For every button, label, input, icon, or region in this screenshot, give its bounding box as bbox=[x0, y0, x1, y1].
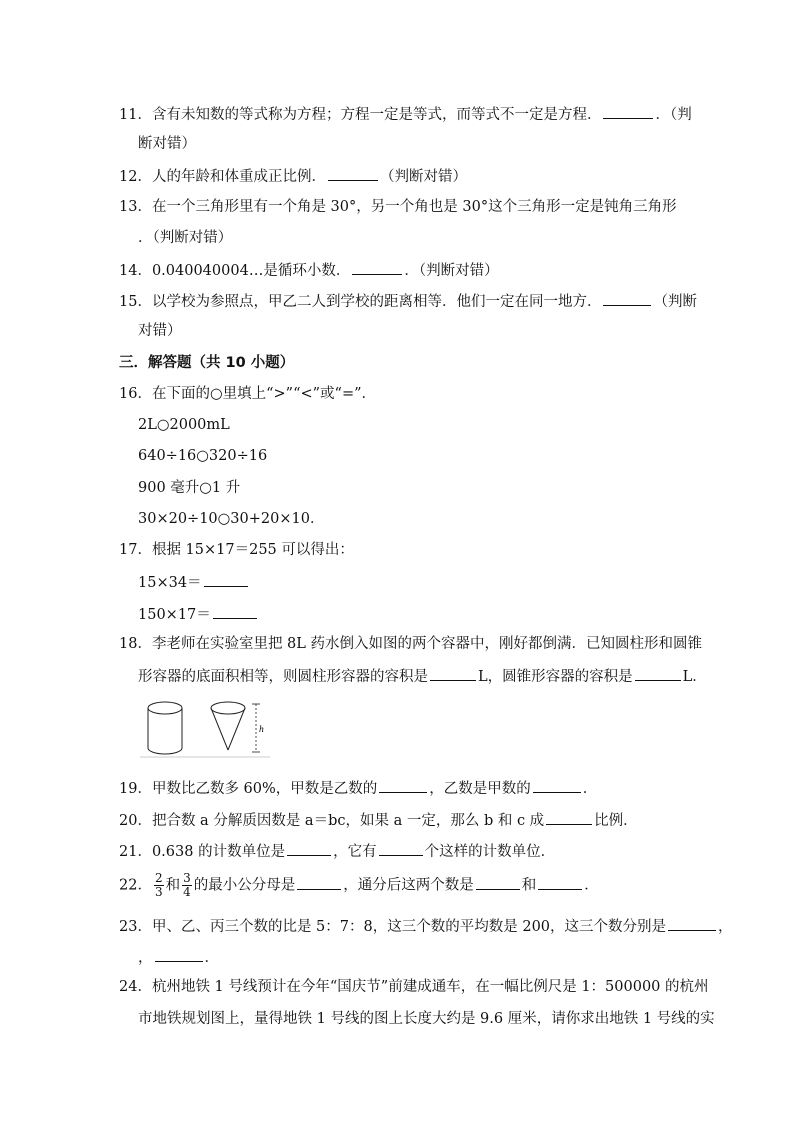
question-15: 15．以学校为参照点，甲乙二人到学校的距离相等．他们一定在同一地方． （判断 bbox=[119, 291, 697, 311]
answer-blank[interactable] bbox=[297, 875, 341, 890]
answer-blank[interactable] bbox=[668, 916, 716, 931]
question-14: 14．0.040040004…是循环小数． ．（判断对错） bbox=[119, 260, 499, 280]
question-24-cont: 市地铁规划图上，量得地铁 1 号线的图上长度大约是 9.6 厘米，请你求出地铁 1 号线的实 bbox=[138, 1011, 715, 1027]
question-16: 16．在下面的○里填上“>”“<”或“=”． bbox=[119, 386, 377, 402]
answer-blank[interactable] bbox=[635, 666, 681, 681]
q17-item-1: 15×34＝ bbox=[138, 572, 250, 592]
question-23: 23．甲、乙、丙三个数的比是 5：7：8，这三个数的平均数是 200，这三个数分别是 ， bbox=[119, 916, 733, 936]
answer-blank[interactable] bbox=[546, 810, 592, 825]
cone-top bbox=[211, 702, 245, 714]
question-18-cont: 形容器的底面积相等，则圆柱形容器的容积是 L，圆锥形容器的容积是 L． bbox=[138, 666, 707, 686]
answer-blank[interactable] bbox=[155, 947, 203, 962]
height-label: h bbox=[259, 725, 265, 734]
question-13-cont: ．（判断对错） bbox=[138, 230, 233, 246]
question-12: 12．人的年龄和体重成正比例． （判断对错） bbox=[119, 166, 467, 186]
q16-item-4: 30×20÷10○30+20×10． bbox=[138, 511, 325, 527]
answer-blank[interactable] bbox=[533, 778, 581, 793]
fraction-three-fourths: $\frac{3}{4}$ bbox=[183, 871, 191, 899]
answer-blank[interactable] bbox=[352, 260, 402, 275]
containers-diagram bbox=[140, 700, 270, 758]
question-15-cont: 对错） bbox=[138, 323, 182, 339]
cylinder-top bbox=[148, 702, 182, 714]
section-heading: 三．解答题（共 10 小题） bbox=[119, 355, 295, 371]
answer-blank[interactable] bbox=[379, 778, 427, 793]
answer-blank[interactable] bbox=[379, 841, 423, 856]
question-24: 24．杭州地铁 1 号线预计在今年“国庆节”前建成通车，在一幅比例尺是 1：500000 的杭州 bbox=[119, 979, 709, 995]
answer-blank[interactable] bbox=[476, 875, 520, 890]
q16-item-3: 900 毫升○1 升 bbox=[138, 480, 241, 496]
question-13: 13．在一个三角形里有一个角是 30°，另一个角也是 30°这个三角形一定是钝角三角形 bbox=[119, 199, 677, 215]
answer-blank[interactable] bbox=[430, 666, 476, 681]
question-17: 17．根据 15×17＝255 可以得出： bbox=[119, 542, 354, 558]
q16-item-2: 640÷16○320÷16 bbox=[138, 448, 268, 464]
question-22: 22． $\frac{2}{3}$ 和 $\frac{3}{4}$ 的最小公分母是 ，通分后这两个数是 和 ． bbox=[119, 871, 599, 899]
answer-blank[interactable] bbox=[287, 841, 331, 856]
answer-blank[interactable] bbox=[204, 572, 248, 587]
answer-blank[interactable] bbox=[603, 104, 653, 119]
answer-blank[interactable] bbox=[603, 291, 651, 306]
question-11: 11．含有未知数的等式称为方程；方程一定是等式，而等式不一定是方程． ．（判 bbox=[119, 104, 692, 124]
question-21: 21．0.638 的计数单位是 ，它有 个这样的计数单位． bbox=[119, 841, 555, 861]
question-20: 20．把合数 a 分解质因数是 a＝bc，如果 a 一定，那么 b 和 c 成 比例． bbox=[119, 810, 638, 830]
answer-blank[interactable] bbox=[538, 875, 582, 890]
question-23-cont: ， ． bbox=[138, 947, 219, 967]
question-19: 19．甲数比乙数多 60%，甲数是乙数的 ，乙数是甲数的 ． bbox=[119, 778, 597, 798]
question-11-cont: 断对错） bbox=[138, 136, 196, 152]
fraction-two-thirds: $\frac{2}{3}$ bbox=[154, 871, 163, 899]
question-18: 18．李老师在实验室里把 8L 药水倒入如图的两个容器中，刚好都倒满．已知圆柱形和圆锥 bbox=[119, 636, 703, 652]
cylinder-cone-figure bbox=[140, 700, 270, 758]
answer-blank[interactable] bbox=[328, 166, 378, 181]
answer-blank[interactable] bbox=[213, 604, 257, 619]
q17-item-2: 150×17＝ bbox=[138, 604, 259, 624]
cylinder-bottom bbox=[148, 748, 182, 754]
q16-item-1: 2L○2000mL bbox=[138, 417, 230, 433]
